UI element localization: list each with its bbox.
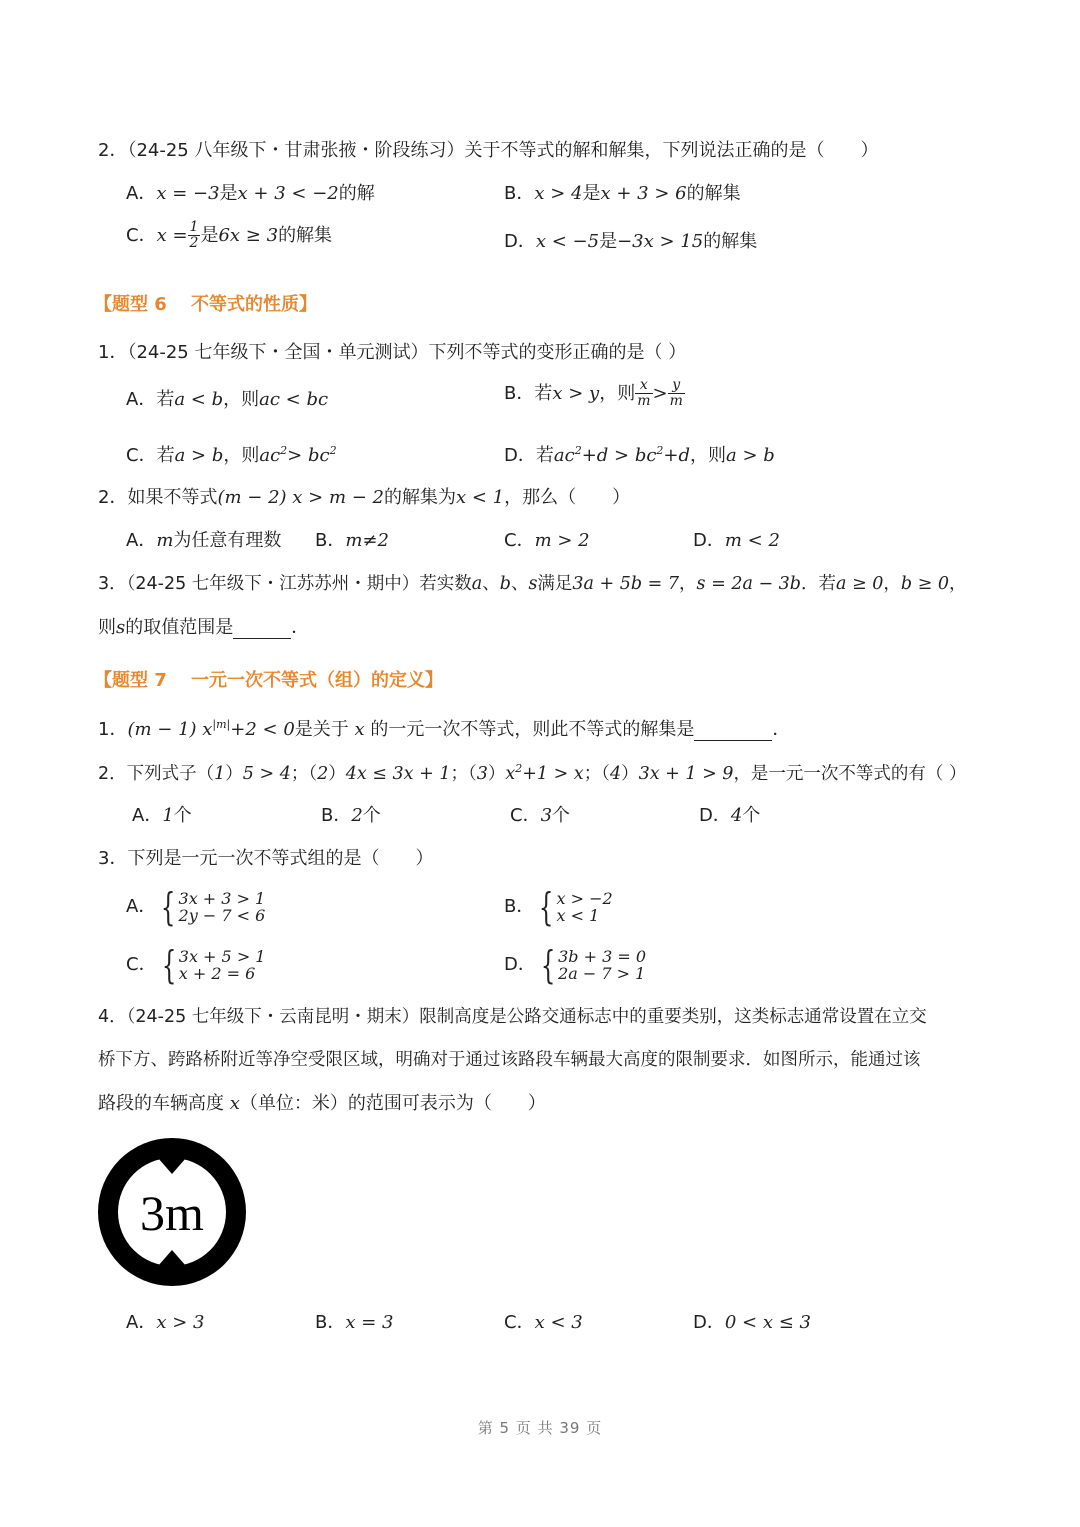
- option-b: [504, 885, 613, 929]
- math-expr: m: [156, 530, 174, 551]
- option-text: 个: [362, 805, 381, 826]
- option-text: 的解: [338, 183, 375, 204]
- question-stem: [98, 574, 967, 595]
- stem-text: ，那么（ ）: [504, 487, 631, 508]
- stem-text: ；（: [583, 763, 610, 784]
- math-expr: +d: [663, 445, 691, 466]
- system-line: x > −2: [556, 889, 613, 908]
- system-line: x + 2 = 6: [178, 964, 256, 983]
- math-expr: ac < bc: [259, 389, 329, 410]
- inequality-system: [179, 890, 266, 924]
- sign-label: 3m: [140, 1185, 204, 1241]
- option-c: [126, 220, 332, 252]
- brace-icon: {: [161, 943, 176, 987]
- brace-icon: {: [539, 885, 554, 929]
- exponent: 2: [280, 444, 288, 457]
- stem-text: 、: [510, 574, 529, 594]
- math-expr: a < b: [174, 389, 224, 410]
- option-d: [693, 530, 780, 552]
- numerator: y: [668, 378, 685, 394]
- fraction: [668, 378, 685, 410]
- math-expr: −3x > 15: [617, 231, 704, 252]
- stem-text: 则: [98, 617, 116, 638]
- option-d: [693, 1312, 811, 1334]
- brace-icon: {: [161, 885, 176, 929]
- math-expr: 1: [162, 805, 174, 826]
- option-d: [504, 943, 646, 987]
- option-text: 个: [552, 805, 571, 826]
- math-expr: 5 > 4: [242, 763, 291, 784]
- option-c: [504, 1312, 583, 1334]
- option-label: C．: [510, 805, 541, 826]
- math-expr: x: [505, 763, 516, 784]
- math-expr: (m − 2) x > m − 2: [217, 487, 384, 508]
- numerator: x: [635, 378, 652, 394]
- denominator: m: [637, 393, 651, 410]
- math-expr: 3x + 1 > 9: [638, 763, 734, 784]
- math-expr: 4: [609, 763, 622, 784]
- option-text: ，则: [223, 445, 260, 466]
- math-expr: 3: [540, 805, 553, 826]
- exponent: 2: [515, 762, 523, 775]
- stem-text: （单位：米）的范围可表示为（ ）: [239, 1093, 546, 1114]
- option-text: 若: [535, 445, 554, 466]
- math-expr: x = −3: [156, 183, 220, 204]
- option-text: 是: [200, 224, 219, 246]
- math-expr: 1: [214, 763, 226, 784]
- stem-text: ）: [225, 763, 243, 784]
- option-b: [504, 378, 685, 410]
- question-stem: 3．下列是一元一次不等式组的是（ ）: [98, 848, 434, 869]
- math-expr: x: [354, 719, 365, 740]
- math-expr: b ≥ 0: [900, 574, 949, 594]
- math-expr: x > 3: [156, 1312, 205, 1333]
- math-expr: a: [471, 574, 483, 594]
- math-expr: a ≥ 0: [836, 574, 884, 594]
- math-expr: x = 3: [345, 1312, 394, 1333]
- brace-icon: {: [540, 943, 556, 987]
- system-line: 2a − 7 > 1: [558, 964, 646, 983]
- math-expr: x > 4: [534, 183, 583, 204]
- option-c: [126, 943, 266, 987]
- math-expr: x < 3: [534, 1312, 583, 1333]
- math-expr: b: [499, 574, 511, 594]
- question-stem: [98, 487, 630, 509]
- denominator: 2: [189, 235, 199, 252]
- option-label: B．: [504, 183, 535, 204]
- section-heading: 【题型 6 不等式的性质】: [94, 294, 318, 315]
- option-label: A．: [126, 389, 157, 410]
- height-limit-sign-icon: [98, 1138, 246, 1286]
- option-text: 为任意有理数: [173, 530, 282, 551]
- math-expr: x < −5: [535, 231, 600, 252]
- math-expr: x + 3 < −2: [237, 183, 339, 204]
- option-label: C．: [504, 1312, 535, 1333]
- option-text: 若: [534, 382, 553, 404]
- inequality-system: [179, 948, 266, 982]
- option-text: 若: [156, 389, 175, 410]
- question-stem-line2: [98, 617, 309, 639]
- option-b: [504, 183, 741, 205]
- math-expr: ac: [259, 445, 281, 466]
- math-expr: (m − 1) x: [127, 719, 213, 740]
- stem-text: 路段的车辆高度: [98, 1093, 230, 1114]
- system-line: x < 1: [556, 906, 600, 925]
- option-label: A．: [126, 183, 157, 204]
- option-label: A．: [126, 530, 157, 551]
- stem-text: ，是一元一次不等式的有（ ）: [733, 763, 967, 784]
- exponent: 2: [656, 444, 664, 457]
- question-stem-line2: 桥下方、跨路桥附近等净空受限区域，明确对于通过该路段车辆最大高度的限制要求．如图所示，能通过该: [98, 1050, 921, 1070]
- option-label: D．: [504, 445, 536, 466]
- question-stem: 2．（24-25 八年级下・甘肃张掖・阶段练习）关于不等式的解和解集，下列说法正确的是（ ）: [98, 140, 879, 161]
- stem-text: ．: [772, 719, 791, 740]
- option-text: 的解集: [278, 224, 333, 246]
- system-line: 3x + 5 > 1: [178, 947, 266, 966]
- stem-text: ）: [621, 763, 639, 784]
- system-line: 3x + 3 > 1: [178, 889, 266, 908]
- option-label: B．: [321, 805, 352, 826]
- stem-text: ．若: [801, 574, 837, 594]
- option-label: D．: [693, 1312, 725, 1333]
- math-expr: >: [652, 382, 668, 404]
- option-label: D．: [693, 530, 725, 551]
- question-stem-line3: [98, 1093, 546, 1115]
- option-text: 是: [219, 183, 238, 204]
- math-expr: x > y: [552, 382, 600, 404]
- math-expr: 0 < x ≤ 3: [724, 1312, 811, 1333]
- option-label: A．: [126, 896, 157, 917]
- stem-text: ）: [487, 763, 506, 784]
- option-text: 是: [582, 183, 601, 204]
- option-b: [321, 805, 381, 827]
- option-label: C．: [126, 445, 157, 466]
- math-expr: 6x ≥ 3: [218, 224, 279, 246]
- exponent: 2: [574, 444, 582, 457]
- stem-text: 1．: [98, 719, 128, 740]
- option-d: [699, 805, 760, 827]
- option-b: [315, 530, 389, 552]
- option-label: C．: [126, 224, 157, 246]
- math-expr: > bc: [287, 445, 330, 466]
- option-text: 的解集: [686, 183, 741, 204]
- math-expr: 4x ≤ 3x + 1: [345, 763, 451, 784]
- stem-text: ，: [883, 574, 901, 594]
- math-expr: x + 3 > 6: [600, 183, 687, 204]
- option-a: [126, 183, 375, 205]
- option-label: B．: [504, 896, 535, 917]
- stem-text: 的一元一次不等式，则此不等式的解集是: [364, 719, 695, 740]
- option-d: [504, 231, 757, 253]
- stem-text: 2．如果不等式: [98, 487, 218, 508]
- stem-text: ，: [949, 574, 967, 594]
- option-label: D．: [504, 954, 536, 975]
- fraction: [188, 220, 201, 252]
- section-heading: 【题型 7 一元一次不等式（组）的定义】: [94, 670, 444, 691]
- math-expr: +2 < 0: [230, 719, 295, 740]
- option-label: C．: [504, 530, 535, 551]
- stem-text: ；（: [450, 763, 477, 784]
- option-text: ，则: [690, 445, 727, 466]
- numerator: 1: [189, 219, 199, 235]
- stem-text: 3．（24-25 七年级下・江苏苏州・期中）若实数: [98, 574, 472, 594]
- stem-text: 的取值范围是: [125, 617, 234, 638]
- answer-blank: [233, 620, 291, 639]
- option-text: 若: [156, 445, 175, 466]
- option-a: [126, 389, 328, 411]
- option-text: 个: [742, 805, 761, 826]
- option-text: 个: [173, 805, 192, 826]
- math-expr: m≠2: [345, 530, 389, 551]
- stem-text: ．: [291, 617, 310, 638]
- option-label: B．: [315, 530, 346, 551]
- math-expr: +d > bc: [581, 445, 657, 466]
- option-d: [504, 444, 775, 467]
- option-text: ，则: [223, 389, 260, 410]
- math-expr: +1 > x: [522, 763, 584, 784]
- option-text: 的解集: [703, 231, 758, 252]
- math-expr: s = 2a − 3b: [696, 574, 802, 594]
- system-line: 2y − 7 < 6: [178, 906, 266, 925]
- option-label: B．: [504, 382, 535, 404]
- math-expr: x < 1: [456, 487, 505, 508]
- option-label: A．: [132, 805, 163, 826]
- question-stem: 4．（24-25 七年级下・云南昆明・期末）限制高度是公路交通标志中的重要类别，这类标志通常设置在立交: [98, 1007, 927, 1027]
- exponent: 2: [329, 444, 337, 457]
- stem-text: ；（: [290, 763, 318, 784]
- option-label: B．: [315, 1312, 346, 1333]
- question-stem: 1．（24-25 七年级下・全国・单元测试）下列不等式的变形正确的是（ ）: [98, 342, 687, 363]
- answer-blank: [694, 722, 772, 741]
- option-c: [504, 530, 590, 552]
- math-expr: ac: [553, 445, 575, 466]
- page-number: 第 5 页 共 39 页: [477, 1419, 603, 1437]
- option-a: [126, 885, 266, 929]
- option-text: ，则: [599, 382, 636, 404]
- math-expr: 3: [476, 763, 488, 784]
- inequality-system: [557, 890, 613, 924]
- stem-text: 满足: [537, 574, 573, 594]
- math-expr: s: [116, 617, 126, 638]
- option-label: A．: [126, 1312, 157, 1333]
- stem-text: 的解集为: [384, 487, 456, 508]
- question-stem: [98, 718, 790, 741]
- option-a: [126, 530, 281, 552]
- math-expr: 3a + 5b = 7: [572, 574, 680, 594]
- math-expr: 2: [351, 805, 363, 826]
- exponent: |m|: [212, 718, 231, 731]
- math-expr: x =: [156, 224, 188, 246]
- option-label: D．: [504, 231, 536, 252]
- math-expr: m < 2: [724, 530, 780, 551]
- option-text: 是: [599, 231, 618, 252]
- stem-text: 、: [482, 574, 500, 594]
- question-stem: [98, 762, 967, 785]
- math-expr: 2: [317, 763, 329, 784]
- option-label: D．: [699, 805, 731, 826]
- option-a: [126, 1312, 204, 1334]
- inequality-system: [558, 948, 646, 982]
- denominator: m: [669, 393, 683, 410]
- fraction: [635, 378, 652, 410]
- option-b: [315, 1312, 394, 1334]
- option-label: C．: [126, 954, 157, 975]
- option-a: [132, 805, 192, 827]
- math-expr: a > b: [726, 445, 775, 466]
- stem-text: 是关于: [294, 719, 355, 740]
- math-expr: m > 2: [534, 530, 590, 551]
- math-expr: a > b: [174, 445, 224, 466]
- math-expr: x: [229, 1093, 240, 1114]
- math-expr: s: [528, 574, 538, 594]
- math-expr: 4: [730, 805, 743, 826]
- stem-text: 2．下列式子（: [98, 763, 215, 784]
- stem-text: ，: [679, 574, 697, 594]
- stem-text: ）: [328, 763, 346, 784]
- option-c: [126, 444, 337, 467]
- option-c: [510, 805, 570, 827]
- system-line: 3b + 3 = 0: [558, 947, 646, 966]
